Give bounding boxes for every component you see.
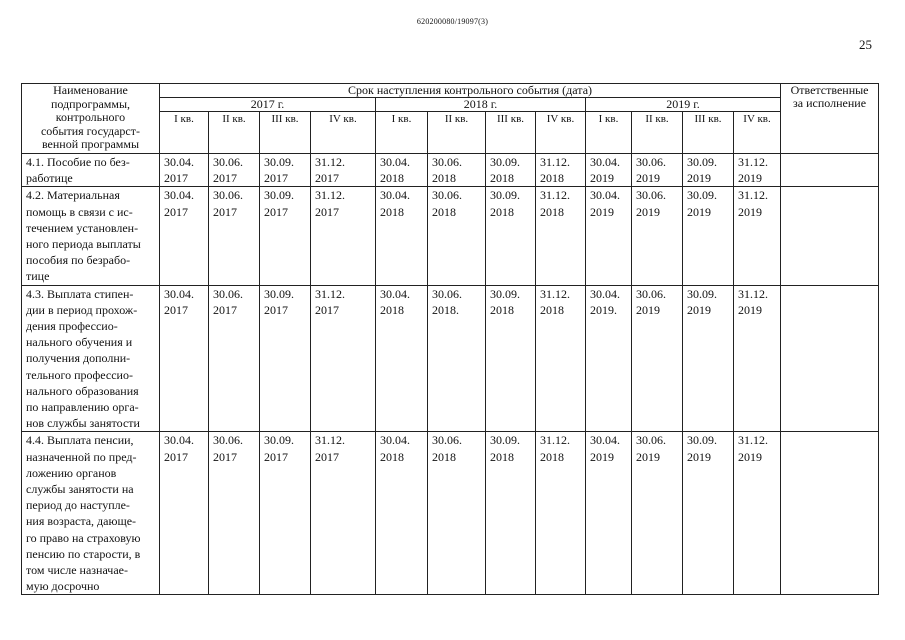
date-cell (632, 432, 683, 595)
date-year: 2019. (590, 302, 617, 317)
header-name-line: венной программы (41, 137, 140, 151)
row-name-line: дения профессио- (26, 319, 118, 334)
date-day-month: 30.09. (490, 433, 520, 448)
date-year: 2018 (380, 204, 404, 219)
date-cell (428, 187, 486, 285)
date-cell (586, 285, 632, 432)
date-day-month: 30.04. (164, 188, 194, 203)
date-cell (260, 187, 311, 285)
responsible-cell (781, 154, 879, 187)
date-day-month: 31.12. (315, 155, 345, 169)
date-cell (376, 187, 428, 285)
date-year: 2019 (687, 204, 711, 219)
date-day-month: 30.09. (687, 286, 717, 301)
date-year: 2017 (213, 302, 237, 317)
date-year: 2018 (432, 449, 456, 464)
date-year: 2018. (432, 302, 459, 317)
date-cell (376, 285, 428, 432)
row-name-line: службы занятости на (26, 482, 134, 497)
date-day-month: 30.04. (590, 155, 620, 169)
row-name-line: 4.2. Материальная (26, 188, 120, 203)
date-cell (160, 285, 209, 432)
row-name-line: нального образования (26, 383, 139, 398)
date-day-month: 31.12. (315, 286, 345, 301)
date-year: 2017 (315, 171, 339, 186)
date-year: 2017 (315, 204, 339, 219)
date-year: 2017 (264, 171, 288, 186)
date-cell (632, 187, 683, 285)
date-year: 2017 (213, 204, 237, 219)
date-year: 2019 (738, 171, 762, 186)
header-responsible-line: Ответственные (790, 83, 869, 97)
header-quarter: IV кв. (536, 112, 586, 154)
date-cell (428, 285, 486, 432)
date-day-month: 30.09. (264, 286, 294, 301)
date-cell (311, 154, 376, 187)
date-year: 2018 (540, 449, 564, 464)
date-day-month: 30.04. (164, 155, 194, 169)
header-quarter: III кв. (486, 112, 536, 154)
date-day-month: 30.09. (264, 155, 294, 169)
header-quarter: IV кв. (311, 112, 376, 154)
date-day-month: 31.12. (540, 286, 570, 301)
header-quarter: III кв. (683, 112, 734, 154)
table-row (22, 285, 879, 432)
date-cell (311, 187, 376, 285)
date-cell (376, 432, 428, 595)
date-cell (376, 154, 428, 187)
row-name-line: 4.1. Пособие по без- (26, 155, 130, 169)
row-name-line: том числе назначае- (26, 563, 128, 578)
date-cell (486, 285, 536, 432)
date-day-month: 30.09. (490, 155, 520, 169)
date-year: 2017 (213, 171, 237, 186)
date-day-month: 30.06. (636, 433, 666, 448)
header-responsible-cell (781, 84, 879, 154)
date-year: 2018 (540, 171, 564, 186)
date-day-month: 30.04. (380, 433, 410, 448)
date-cell (683, 154, 734, 187)
date-day-month: 31.12. (540, 433, 570, 448)
row-name-line: нального обучения и (26, 335, 133, 350)
date-day-month: 30.06. (636, 155, 666, 169)
date-day-month: 30.06. (432, 433, 462, 448)
row-name-line: получения дополни- (26, 351, 131, 366)
date-day-month: 30.09. (490, 188, 520, 203)
date-year: 2017 (315, 449, 339, 464)
date-year: 2018 (540, 302, 564, 317)
header-quarter: I кв. (586, 112, 632, 154)
date-cell (209, 285, 260, 432)
date-cell (209, 432, 260, 595)
date-cell (209, 154, 260, 187)
date-year: 2017 (164, 204, 188, 219)
date-year: 2019 (636, 449, 660, 464)
date-year: 2019 (590, 449, 614, 464)
date-day-month: 30.04. (380, 188, 410, 203)
date-day-month: 30.04. (164, 286, 194, 301)
date-year: 2018 (490, 204, 514, 219)
header-responsible-line: за исполнение (793, 96, 867, 110)
header-quarter: II кв. (209, 112, 260, 154)
row-name-line: назначенной по пред- (26, 449, 137, 464)
date-day-month: 30.06. (432, 286, 462, 301)
date-cell (632, 285, 683, 432)
date-year: 2019 (636, 204, 660, 219)
table-row (22, 432, 879, 595)
date-day-month: 31.12. (315, 188, 345, 203)
date-cell (632, 154, 683, 187)
row-name-line: мую досрочно (26, 579, 100, 594)
row-name-line: 4.4. Выплата пенсии, (26, 433, 134, 448)
date-cell (160, 154, 209, 187)
date-cell (311, 285, 376, 432)
row-name-line: помощь в связи с ис- (26, 204, 133, 219)
row-name-line: 4.3. Выплата стипен- (26, 286, 134, 301)
row-name-line: течением установлен- (26, 220, 139, 235)
date-year: 2019 (687, 449, 711, 464)
date-day-month: 30.06. (213, 188, 243, 203)
header-quarter: II кв. (632, 112, 683, 154)
date-day-month: 30.09. (264, 433, 294, 448)
date-day-month: 31.12. (315, 433, 345, 448)
header-quarter: I кв. (160, 112, 209, 154)
date-year: 2019 (738, 449, 762, 464)
date-year: 2018 (490, 302, 514, 317)
date-year: 2017 (164, 449, 188, 464)
header-year-2018: 2018 г. (376, 98, 586, 112)
date-day-month: 30.06. (213, 286, 243, 301)
date-cell (486, 154, 536, 187)
date-year: 2018 (380, 302, 404, 317)
row-name-line: тельного профессио- (26, 367, 133, 382)
header-quarter: IV кв. (734, 112, 781, 154)
row-name-line: ного периода выплаты (26, 237, 141, 252)
row-name-line: нов службы занятости (26, 416, 140, 431)
control-events-table (21, 83, 879, 595)
row-name-cell (22, 432, 160, 595)
page-number: 25 (859, 37, 872, 52)
date-cell (536, 187, 586, 285)
date-day-month: 30.06. (432, 155, 462, 169)
date-year: 2017 (164, 302, 188, 317)
date-year: 2018 (490, 171, 514, 186)
date-day-month: 31.12. (738, 286, 768, 301)
date-cell (486, 432, 536, 595)
date-year: 2019 (590, 171, 614, 186)
date-day-month: 30.09. (687, 155, 717, 169)
date-cell (260, 154, 311, 187)
header-year-2017: 2017 г. (160, 98, 376, 112)
date-year: 2018 (432, 171, 456, 186)
date-year: 2017 (164, 171, 188, 186)
header-year-2019: 2019 г. (586, 98, 781, 112)
row-name-cell (22, 285, 160, 432)
date-cell (536, 285, 586, 432)
row-name-line: пособия по безрабо- (26, 253, 131, 268)
date-day-month: 30.06. (432, 188, 462, 203)
row-name-line: дии в период прохож- (26, 302, 138, 317)
date-year: 2018 (432, 204, 456, 219)
responsible-cell (781, 285, 879, 432)
date-cell (160, 187, 209, 285)
header-quarter: II кв. (428, 112, 486, 154)
table-row (22, 154, 879, 187)
date-day-month: 30.04. (380, 286, 410, 301)
date-day-month: 31.12. (540, 155, 570, 169)
date-cell (260, 432, 311, 595)
date-day-month: 31.12. (540, 188, 570, 203)
date-year: 2018 (380, 171, 404, 186)
date-cell (260, 285, 311, 432)
date-cell (586, 187, 632, 285)
table-row (22, 187, 879, 285)
date-year: 2019 (687, 302, 711, 317)
header-name-line: Наименование (53, 83, 128, 97)
date-day-month: 30.04. (380, 155, 410, 169)
date-cell (683, 432, 734, 595)
date-day-month: 30.04. (590, 286, 620, 301)
date-cell (486, 187, 536, 285)
row-name-line: по направлению орга- (26, 400, 139, 415)
date-cell (536, 154, 586, 187)
header-name-line: контрольного (55, 110, 126, 124)
header-quarter: I кв. (376, 112, 428, 154)
row-name-cell (22, 154, 160, 187)
date-cell (586, 154, 632, 187)
date-cell (428, 432, 486, 595)
date-cell (209, 187, 260, 285)
header-name-line: события государст- (40, 123, 140, 138)
date-cell (683, 285, 734, 432)
document-code: 620200080/19097(3) (416, 17, 489, 26)
row-name-cell (22, 187, 160, 285)
date-day-month: 30.09. (687, 188, 717, 203)
date-day-month: 30.09. (490, 286, 520, 301)
date-year: 2019 (590, 204, 614, 219)
date-year: 2018 (540, 204, 564, 219)
date-cell (311, 432, 376, 595)
date-year: 2017 (315, 302, 339, 317)
date-year: 2019 (687, 171, 711, 186)
date-cell (734, 432, 781, 595)
date-year: 2017 (264, 204, 288, 219)
date-day-month: 30.06. (213, 155, 243, 169)
row-name-line: работице (26, 171, 73, 186)
date-cell (734, 187, 781, 285)
date-year: 2018 (490, 449, 514, 464)
date-cell (734, 285, 781, 432)
header-quarter: III кв. (260, 112, 311, 154)
date-day-month: 30.06. (636, 286, 666, 301)
date-day-month: 31.12. (738, 155, 768, 169)
date-year: 2017 (264, 449, 288, 464)
date-cell (586, 432, 632, 595)
date-day-month: 30.04. (590, 188, 620, 203)
date-year: 2019 (738, 204, 762, 219)
date-cell (536, 432, 586, 595)
date-year: 2017 (213, 449, 237, 464)
date-day-month: 31.12. (738, 188, 768, 203)
date-year: 2018 (380, 449, 404, 464)
responsible-cell (781, 432, 879, 595)
header-deadline: Срок наступления контрольного события (дата) (160, 84, 781, 98)
date-cell (683, 187, 734, 285)
date-day-month: 31.12. (738, 433, 768, 448)
date-cell (428, 154, 486, 187)
date-day-month: 30.04. (590, 433, 620, 448)
date-year: 2019 (738, 302, 762, 317)
date-year: 2019 (636, 302, 660, 317)
date-day-month: 30.06. (636, 188, 666, 203)
date-day-month: 30.09. (687, 433, 717, 448)
row-name-line: период до наступле- (26, 498, 130, 513)
row-name-line: пенсию по старости, в (26, 546, 141, 561)
date-day-month: 30.06. (213, 433, 243, 448)
row-name-line: го право на страховую (26, 530, 141, 545)
date-year: 2019 (636, 171, 660, 186)
date-cell (160, 432, 209, 595)
date-day-month: 30.09. (264, 188, 294, 203)
header-name-line: подпрограммы, (50, 96, 131, 111)
header-name-cell (22, 84, 160, 154)
row-name-line: тице (26, 269, 50, 284)
responsible-cell (781, 187, 879, 285)
date-cell (734, 154, 781, 187)
row-name-line: ния возраста, дающе- (26, 514, 137, 529)
row-name-line: ложению органов (26, 465, 117, 480)
date-day-month: 30.04. (164, 433, 194, 448)
date-year: 2017 (264, 302, 288, 317)
